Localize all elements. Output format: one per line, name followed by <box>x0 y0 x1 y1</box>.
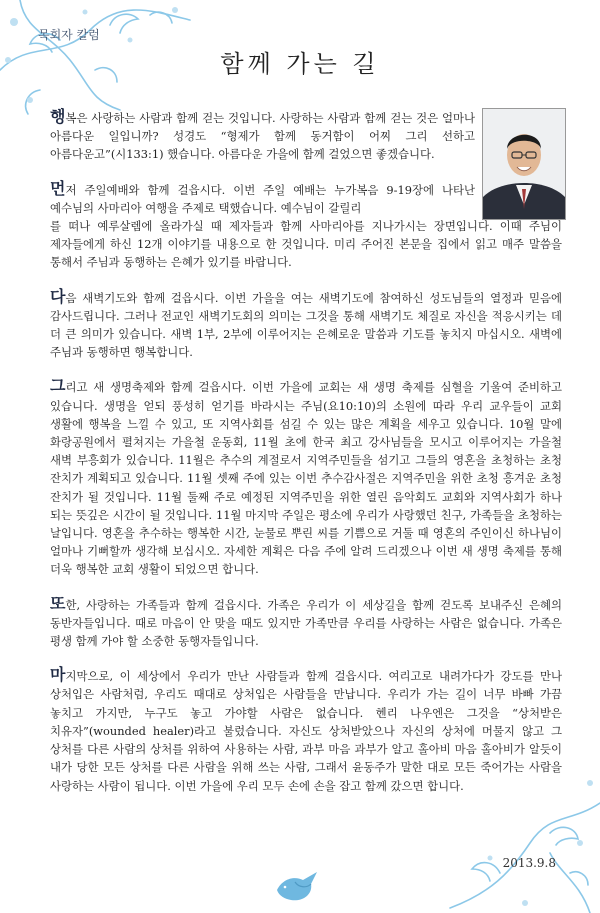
paragraph-text: 지막으로, 이 세상에서 우리가 만난 사람들과 함께 걸읍시다. 여리고로 내려가다가 강도를 만나 상처입은 사람처럼, 우리도 때대로 상처입은 사람들을 만납니다. 우리가 가는 길이 너무 바빠 가끔 놓치고 가지만, 누구도 놓고 가야할 사람은 없습니다. 헨리 나우엔은 그것을 “상처받은 치유자”(wounded healer)라고 불렀습니다. 자신도 상처받았으나 자신의 상처에 머물지 않고 그 상처를 다른 사람의 상처를 위하여 사용하는 사람, 과부 마음 과부가 알고 홀아비 마음 홀아비가 알듯이 내가 당한 모든 상처를 다른 사람을 위해 쓰는 사람, 그래서 윤동주가 말한 대로 모든 죽어가는 사람을 사랑하는 사람이 됩니다. 이번 가을에 우리 모두 손에 손을 잡고 함께 갔으면 합니다. <box>50 669 562 793</box>
drop-cap: 다 <box>50 286 66 306</box>
paragraph <box>50 288 562 362</box>
paragraph-text: 저 주일예배와 함께 걸읍시다. 이번 주일 예배는 누가복음 9-19장에 나타난 예수님의 사마리아 여행을 주제로 택했습니다. 예수님이 갈릴리 <box>50 182 475 215</box>
paragraph <box>50 377 562 578</box>
drop-cap: 행 <box>50 107 66 126</box>
bird-icon <box>273 868 321 906</box>
page-title: 함께 가는 길 <box>220 50 380 78</box>
paragraph-text: 리고 새 생명축제와 함께 걸읍시다. 이번 가을에 교회는 새 생명 축제를 심혈을 기울여 준비하고 있습니다. 생명을 얻되 풍성히 얻기를 바라시는 주님(요10:10)의 소원에 따라 우리 교우들이 교회 생활에 행복을 느낄 수 있고, 또 지역사회를 섬길 수 있는 많은 계획을 세우고 있습니다. 10월 말에 화랑공원에서 펼쳐지는 가을철 운동회, 11월 초에 한국 최고 강사님들을 모시고 이루어지는 가을철 새벽 부흥회가 있습니다. 11월은 추수의 계절로서 지역주민들을 섬기고 그들의 영혼을 초청하는 초청 잔치가 계획되고 있습니다. 11월 셋째 주에 있는 이번 추수감사절은 지역주민을 위한 초청 흥겨운 초청 잔치가 될 것입니다. 11월 둘째 주로 예정된 지역주민을 위한 열린 음악회도 교회와 지역사회가 하나 되는 뜻깊은 시간이 될 것입니다. 11월 마지막 주일은 평소에 우리가 사랑했던 친구, 가족들을 초청하는 날입니다. 영혼을 추수하는 행복한 시간, 눈물로 뿌린 씨를 기쁨으로 거둘 때 영혼의 주인이신 하나님이 얼마나 기뻐할까 생각해 보십시오. 자세한 계획은 다음 주에 알려 드리겠으나 이번 새 생명 축제를 통해 더욱 행복한 교회 생활이 되었으면 합니다. <box>50 380 562 577</box>
drop-cap: 또 <box>50 593 66 613</box>
paragraph-text: 복은 사랑하는 사람과 함께 걷는 것입니다. 사랑하는 사람과 함께 걷는 것은 얼마나 아름다운 일입니까? 성경도 “형제가 함께 동거함이 어찌 그리 선하고 아름다운고”(시133:1) 했습니다. 아름다운 가을에 함께 걸었으면 좋겠습니다. <box>50 111 475 162</box>
article-body <box>50 108 562 811</box>
paragraph-text: 를 떠나 예루살렘에 올라가실 때 제자들과 함께 사마리아를 지나가시는 장면입니다. 이때 주님이 제자들에게 하신 12개 이야기를 내용으로 한 것입니다. 미리 주어진 본문을 집에서 읽고 매주 말씀을 통해서 주님과 동행하는 은혜가 있기를 바랍니다. <box>50 219 562 270</box>
paragraph <box>50 217 562 272</box>
paragraph <box>50 666 562 794</box>
paragraph <box>50 108 475 164</box>
paragraph <box>50 595 562 651</box>
drop-cap: 마 <box>50 665 66 685</box>
paragraph <box>50 180 475 217</box>
paragraph-text: 음 새벽기도와 함께 걸읍시다. 이번 가을을 여는 새벽기도에 참여하신 성도님들의 열정과 믿음에 감사드립니다. 그러나 전교인 새벽기도회의 의미는 그것을 통해 새벽기도 체질로 자신을 적응시키는 데 더 큰 의미가 있습니다. 새벽 1부, 2부에 이루어지는 은혜로운 말씀과 기도를 놓치지 마십시오. 새벽에 주님과 동행하면 행복합니다. <box>50 290 562 360</box>
column-label: 목회자 칼럼 <box>38 28 100 42</box>
drop-cap: 그 <box>50 376 66 396</box>
drop-cap: 먼 <box>50 178 66 198</box>
date-stamp: 2013.9.8 <box>502 856 556 870</box>
paragraph-text: 한, 사랑하는 가족들과 함께 걸읍시다. 가족은 우리가 이 세상길을 함께 걷도록 보내주신 은혜의 동반자들입니다. 때로 마음이 안 맞을 때도 있지만 가족만큼 우리를 사랑하는 사람은 없습니다. 가족은 평생 함께 가야 할 소중한 동행자들입니다. <box>50 597 562 649</box>
